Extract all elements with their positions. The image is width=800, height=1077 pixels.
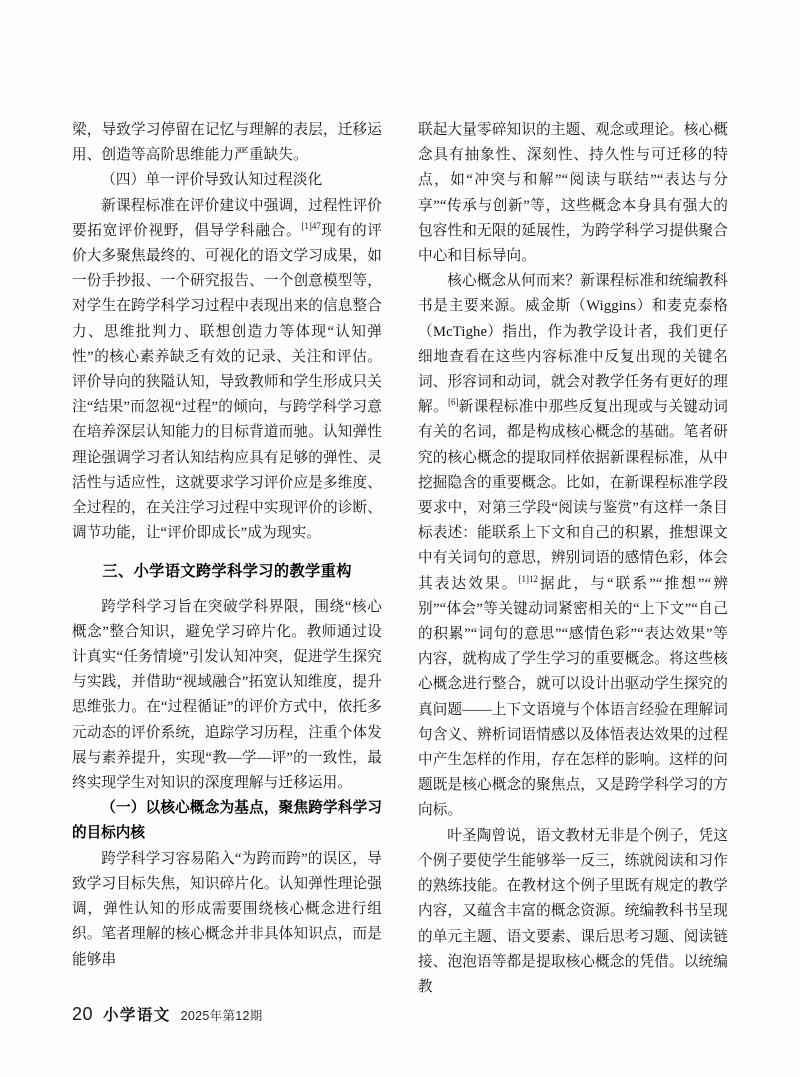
heading-section-four: （四）单一评价导致认知过程淡化 — [101, 172, 323, 189]
paragraph-evaluation-part-a: 新课程标准在评价建议中强调，过程性评价要拓宽评价视野，倡导学科融合。 — [72, 197, 382, 239]
journal-issue: 2025年第12期 — [180, 1009, 263, 1023]
paragraph-core-concept-traits: 联起大量零碎知识的主题、观念或理论。核心概念具有抽象性、深刻性、持久性与可迁移的特点，如“冲突与和解”“阅读与联结”“表达与分享”“传承与创新”等，这些概念本身具有强大的包容性和无限的延展性，为跨学科学习提供聚合中心和目标导向。 — [418, 122, 728, 265]
sub-heading-one: （一）以核心概念为基点，聚焦跨学科学习的目标内核 — [72, 800, 382, 842]
paragraph-source-part-b: 新课程标准中那些反复出现或与关键动词有关的名词，都是构成核心概念的基础。笔者研究的核心概念的提取同样依据新课程标准，从中挖掘隐含的重要概念。比如，在新课程标准学段要求中，对第三学段“阅读与鉴赏”有这样一条目标表述：能联系上下文和自己的积累，推想课文中有关词句的意思，辨别词语的感情色彩，体会其表达效果。 — [418, 399, 728, 592]
left-column — [72, 118, 382, 973]
paragraph-evaluation-part-b: 现有的评价大多聚焦最终的、可视化的语文学习成果，如一份手抄报、一个研究报告、一个创意模型等，对学生在跨学科学习过程中表现出来的信息整合力、思维批判力、联想创造力等体现“认知弹性”的核心素养缺乏有效的记录、关注和评估。评价导向的狭隘认知，导致教师和学生形成只关注“结果”而忽视“过程”的倾向，与跨学科学习意在培养深层认知能力的目标背道而驰。认知弹性理论强调学习者认知结构应具有足够的弹性、灵活性与适应性，这就要求学习评价应是多维度、全过程的，在关注学习过程中实现评价的诊断、调节功能，让“评价即成长”成为现实。 — [72, 222, 382, 542]
paragraph-core-concept-source — [418, 269, 728, 823]
paragraph-section-intro: 跨学科学习旨在突破学科界限，围绕“核心概念”整合知识，避免学习碎片化。教师通过设计真实“任务情境”引发认知冲突，促进学生探究与实践，并借助“视域融合”拓宽认知维度，提升思维张力。在“过程循证”的评价方式中，依托多元动态的评价系统，追踪学习历程，注重个体发展与素养提升，实现“教—学—评”的一致性，最终实现学生对知识的深度理解与迁移运用。 — [72, 598, 382, 792]
article-body — [72, 118, 728, 995]
journal-title: 小学语文 — [103, 1007, 171, 1024]
citation-ref-3: [1]12 — [518, 573, 539, 584]
paragraph-evaluation — [72, 194, 382, 547]
paragraph-core-concept-basis: 跨学科学习容易陷入“为跨而跨”的误区，导致学习目标失焦，知识碎片化。认知弹性理论强调，弹性认知的形成需要围绕核心概念进行组织。笔者理解的核心概念并非具体知识点，而是能够串 — [72, 850, 382, 968]
paragraph-continued: 梁，导致学习停留在记忆与理解的表层，迁移运用、创造等高阶思维能力严重缺失。 — [72, 122, 382, 164]
right-column — [418, 118, 728, 995]
page-number: 20 — [72, 1004, 94, 1024]
page-footer — [72, 1003, 263, 1025]
paragraph-source-part-c: 据此，与“联系”“推想”“辨别”“体会”等关键动词紧密相关的“上下文”“自己的积累”“词句的意思”“感情色彩”“表达效果”等内容，就构成了学生学习的重要概念。将这些核心概念进行整合，就可以设计出驱动学生探究的真问题——上下文语境与个体语言经验在理解词句含义、辨析词语情感以及体悟表达效果的过程中产生怎样的作用，存在怎样的影响。这样的问题既是核心概念的聚焦点，又是跨学科学习的方向标。 — [418, 575, 728, 819]
paragraph-textbook-example: 叶圣陶曾说，语文教材无非是个例子，凭这个例子要使学生能够举一反三，练就阅读和习作的熟练技能。在教材这个例子里既有规定的教学内容，又蕴含丰富的概念资源。统编教科书呈现的单元主题、语文要素、课后思考习题、阅读链接、泡泡语等都是提取核心概念的凭借。以统编教 — [418, 827, 728, 995]
paragraph-source-part-a: 核心概念从何而来？新课程标准和统编教科书是主要来源。威金斯（Wiggins）和麦克泰格（McTighe）指出，作为教学设计者，我们更仔细地查看在这些内容标准中反复出现的关键名词、形容词和动词，就会对教学任务有更好的理解。 — [418, 273, 728, 416]
citation-ref-1: [1]47 — [301, 220, 321, 231]
section-heading-three: 三、小学语文跨学科学习的教学重构 — [102, 563, 352, 581]
citation-ref-2: [6] — [447, 397, 459, 408]
